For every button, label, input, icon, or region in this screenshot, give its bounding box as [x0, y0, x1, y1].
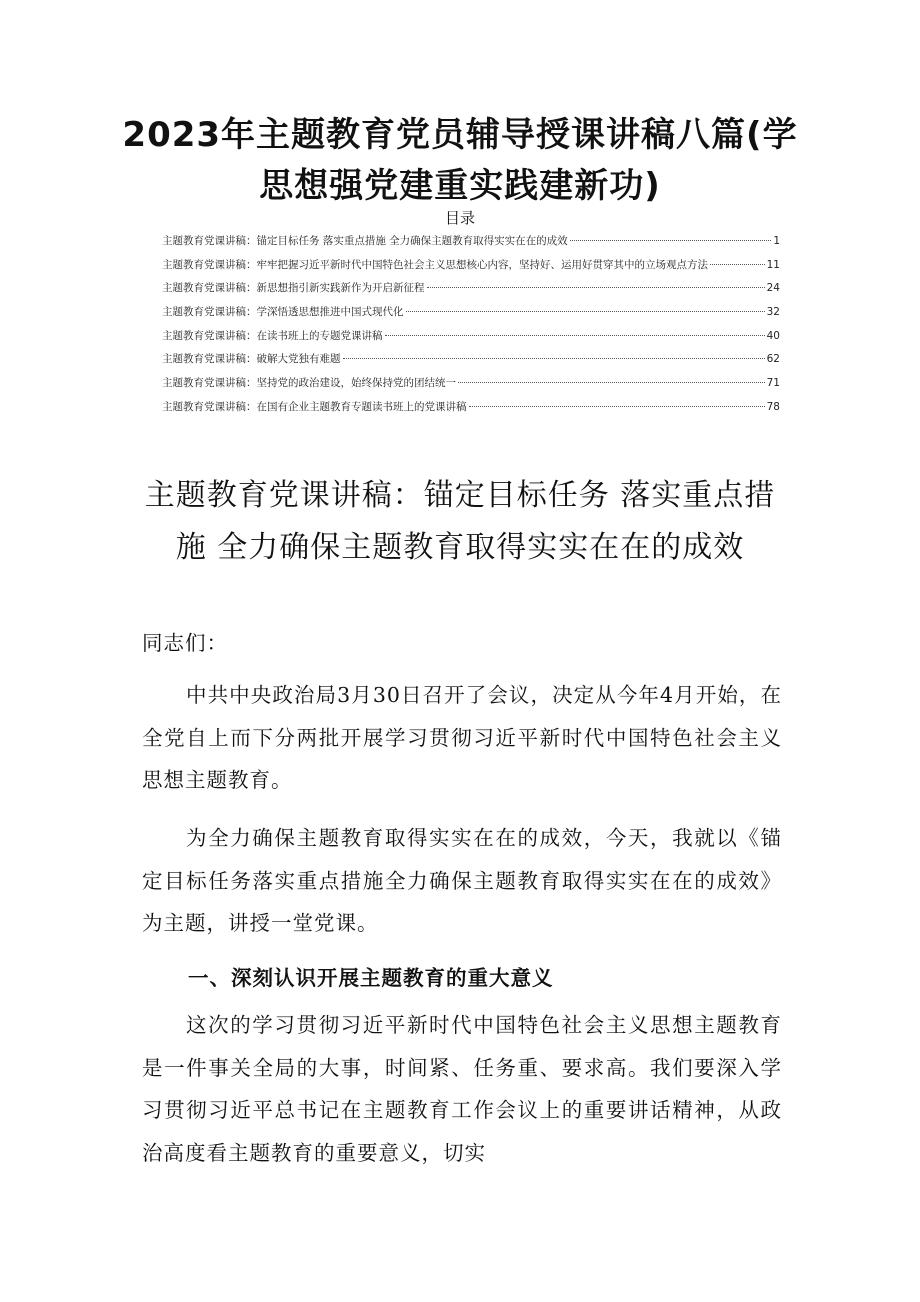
toc-leader-dots: [570, 240, 772, 241]
body-paragraph: 这次的学习贯彻习近平新时代中国特色社会主义思想主题教育是一件事关全局的大事，时间紧、任务重、要求高。我们要深入学习贯彻习近平总书记在主题教育工作会议上的重要讲话精神，从政治高度看主题教育的重要意义，切实: [142, 1013, 782, 1165]
toc-entry-page: 71: [766, 377, 780, 390]
table-of-contents: [162, 234, 780, 424]
toc-entry-page: 78: [766, 400, 780, 413]
toc-leader-dots: [427, 287, 765, 288]
toc-leader-dots: [385, 335, 765, 336]
toc-entry-title: 主题教育党课讲稿：锚定目标任务 落实重点措施 全力确保主题教育取得实实在在的成效: [162, 235, 568, 247]
toc-entry-title: 主题教育党课讲稿：在读书班上的专题党课讲稿: [162, 329, 383, 342]
toc-entry[interactable]: [162, 258, 780, 282]
toc-entry[interactable]: [162, 234, 780, 258]
toc-leader-dots: [458, 382, 765, 383]
toc-entry[interactable]: [162, 329, 780, 353]
toc-entry-page: 11: [766, 258, 780, 271]
toc-entry[interactable]: [162, 281, 780, 305]
toc-entry-page: 24: [766, 282, 780, 295]
toc-entry-page: 32: [766, 306, 780, 319]
toc-leader-dots: [406, 311, 765, 312]
toc-entry[interactable]: [162, 305, 780, 329]
toc-entry-title: 主题教育党课讲稿：牢牢把握习近平新时代中国特色社会主义思想核心内容，坚持好、运用好贯穿其中的立场观点方法: [162, 258, 708, 271]
toc-leader-dots: [710, 264, 765, 265]
toc-entry[interactable]: [162, 400, 780, 424]
toc-entry-page: 62: [766, 353, 780, 366]
toc-entry[interactable]: [162, 352, 780, 376]
toc-leader-dots: [469, 406, 765, 407]
toc-entry-title: 主题教育党课讲稿：在国有企业主题教育专题读书班上的党课讲稿: [162, 400, 467, 413]
toc-entry-title: 主题教育党课讲稿：新思想指引新实践新作为开启新征程: [162, 282, 425, 295]
toc-entry-title: 主题教育党课讲稿：坚持党的政治建设，始终保持党的团结统一: [162, 377, 456, 390]
salutation: 同志们：: [142, 631, 228, 655]
toc-entry-title: 主题教育党课讲稿：破解大党独有难题: [162, 353, 341, 366]
body-paragraph: 为全力确保主题教育取得实实在在的成效，今天，我就以《锚定目标任务落实重点措施全力确保主题教育取得实实在在的成效》为主题，讲授一堂党课。: [142, 826, 782, 935]
section-heading: 一、深刻认识开展主题教育的重大意义: [188, 966, 554, 990]
toc-entry-page: 1: [773, 235, 780, 247]
body-paragraph: 中共中央政治局3月30日召开了会议，决定从今年4月开始，在全党自上而下分两批开展学习贯彻习近平新时代中国特色社会主义思想主题教育。: [142, 683, 782, 792]
toc-entry-title: 主题教育党课讲稿：学深悟透思想推进中国式现代化: [162, 306, 404, 319]
toc-heading: 目录: [444, 209, 475, 227]
document-title: 2023年主题教育党员辅导授课讲稿八篇(学思想强党建重实践建新功): [122, 115, 798, 206]
toc-entry-page: 40: [766, 329, 780, 342]
section-title: 主题教育党课讲稿：锚定目标任务 落实重点措施 全力确保主题教育取得实实在在的成效: [144, 478, 776, 565]
toc-entry[interactable]: [162, 376, 780, 400]
toc-leader-dots: [343, 358, 765, 359]
